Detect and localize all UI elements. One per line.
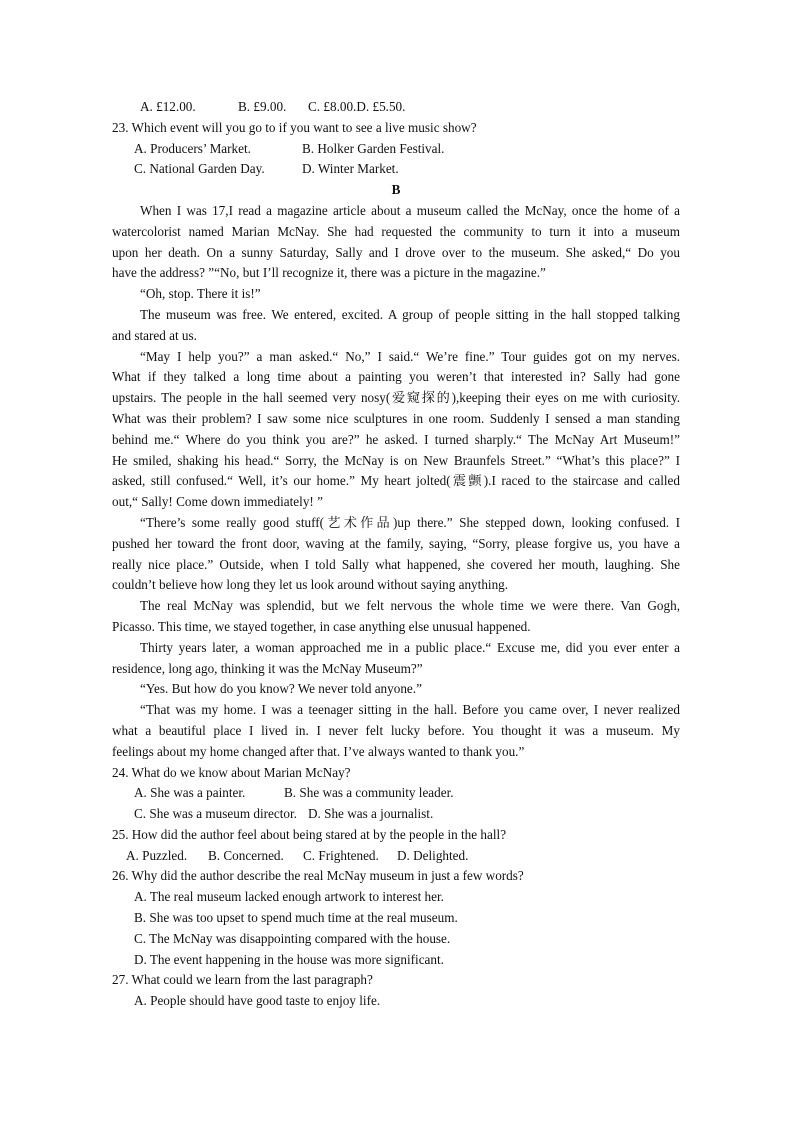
- passage-line: residence, long ago, thinking it was the McNay Museum?”: [112, 660, 423, 676]
- passage-line: and stared at us.: [112, 327, 197, 343]
- document-content: [112, 97, 680, 1012]
- passage-line: “Oh, stop. There it is!”: [140, 286, 261, 302]
- q27-option-a: A. People should have good taste to enjoy life.: [134, 993, 381, 1009]
- passage-line: out,“ Sally! Come down immediately! ”: [112, 494, 323, 510]
- q23-option-d: D. Winter Market.: [302, 161, 399, 177]
- q25-question: 25. How did the author feel about being stared at by the people in the hall?: [112, 826, 507, 842]
- passage-line: couldn’t believe how long they let us look around without saying anything.: [112, 577, 509, 593]
- passage-line: “There’s some really good stuff(艺术作品)up there.” She stepped down, looking confused. I: [140, 514, 680, 530]
- passage-line: He smiled, shaking his head.“ Sorry, the McNay is on New Braunfels Street.” “What’s this place?” I: [112, 452, 680, 468]
- passage-line: Picasso. This time, we stayed together, in case anything else unusual happened.: [112, 618, 531, 634]
- passage-line: Thirty years later, a woman approached me in a public place.“ Excuse me, did you ever enter a: [140, 639, 680, 655]
- passage-line: feelings about my home changed after that. I’ve always wanted to thank you.”: [112, 743, 525, 759]
- q22-option-d: D. £5.50.: [356, 99, 406, 114]
- q23-option-c: C. National Garden Day.: [134, 161, 265, 177]
- passage-line: behind me.“ Where do you think you are?” he asked. I turned sharply.“ The McNay Art Museum!”: [112, 431, 680, 447]
- passage-line: The real McNay was splendid, but we felt nervous the whole time we were there. Van Gogh,: [140, 598, 680, 614]
- q24-question: 24. What do we know about Marian McNay?: [112, 764, 351, 780]
- q23-options-row1: [112, 139, 680, 160]
- q24-option-b: B. She was a community leader.: [284, 785, 454, 801]
- passage-line: When I was 17,I read a magazine article about a museum called the McNay, once the home of a: [140, 202, 680, 218]
- q24-options-row2: [112, 804, 680, 825]
- q26-option-a: A. The real museum lacked enough artwork to interest her.: [134, 889, 444, 905]
- q22-option-c: C. £8.00.: [308, 99, 357, 114]
- q22-option-a: A. £12.00.: [140, 99, 196, 114]
- q24-option-d: D. She was a journalist.: [308, 806, 434, 822]
- passage-line: pushed her toward the front door, waving at the family, saying, “Sorry, please forgive us, you have a: [112, 535, 680, 551]
- q25-option-a: A. Puzzled.: [126, 847, 188, 863]
- q23-option-b: B. Holker Garden Festival.: [302, 140, 445, 156]
- q25-option-d: D. Delighted.: [397, 847, 469, 863]
- q25-option-c: C. Frightened.: [303, 847, 379, 863]
- passage-line: asked, still confused.“ Well, it’s our home.” My heart jolted(震颤).I raced to the staircase and called: [112, 473, 680, 489]
- q24-options-row1: [112, 783, 680, 804]
- q26-question: 26. Why did the author describe the real McNay museum in just a few words?: [112, 868, 524, 884]
- passage-line: What if they talked a long time about a painting you weren’t that interested in? Sally had gone: [112, 369, 680, 385]
- q25-options: [112, 846, 680, 867]
- q24-option-c: C. She was a museum director.: [134, 806, 297, 822]
- q23-options-row2: [112, 159, 680, 180]
- q26-option-d: D. The event happening in the house was more significant.: [134, 951, 444, 967]
- passage-line: “May I help you?” a man asked.“ No,” I said.“ We’re fine.” Tour guides got on my nerves.: [140, 348, 680, 364]
- q24-option-a: A. She was a painter.: [134, 785, 246, 801]
- passage-line: The museum was free. We entered, excited. A group of people sitting in the hall stopped talking: [140, 306, 680, 322]
- passage-line: “That was my home. I was a teenager sitting in the hall. Before you came over, I never realized: [140, 702, 680, 718]
- q22-options: [112, 97, 680, 118]
- passage-line: upstairs. The people in the hall seemed very nosy(爱窥探的),keeping their eyes on me with curiosity.: [112, 390, 680, 406]
- q26-option-c: C. The McNay was disappointing compared with the house.: [134, 930, 451, 946]
- passage-line: really nice place.” Outside, when I told Sally what happened, she covered her mouth, laughing. She: [112, 556, 680, 572]
- q27-question: 27. What could we learn from the last paragraph?: [112, 972, 373, 988]
- passage-line: upon her death. On a sunny Saturday, Sally and I drove over to the museum. She asked,“ Do you: [112, 244, 680, 260]
- passage-line: “Yes. But how do you know? We never told anyone.”: [140, 681, 422, 697]
- q23-option-a: A. Producers’ Market.: [134, 140, 251, 156]
- passage-line: what a beautiful place I lived in. I never felt lucky before. You thought it was a museum. My: [112, 722, 680, 738]
- q26-option-b: B. She was too upset to spend much time at the real museum.: [134, 910, 458, 926]
- section-heading-b: B: [391, 182, 401, 198]
- passage-line: What was their problem? I saw some nice sculptures in one room. Suddenly I sensed a man standing: [112, 410, 680, 426]
- passage-line: have the address? ”“No, but I’ll recognize it, there was a picture in the magazine.”: [112, 265, 546, 281]
- q22-option-b: B. £9.00.: [238, 99, 287, 114]
- q25-option-b: B. Concerned.: [208, 847, 284, 863]
- passage-line: watercolorist named Marian McNay. She had requested the community to turn it into a museum: [112, 223, 680, 239]
- q23-question: 23. Which event will you go to if you want to see a live music show?: [112, 119, 477, 135]
